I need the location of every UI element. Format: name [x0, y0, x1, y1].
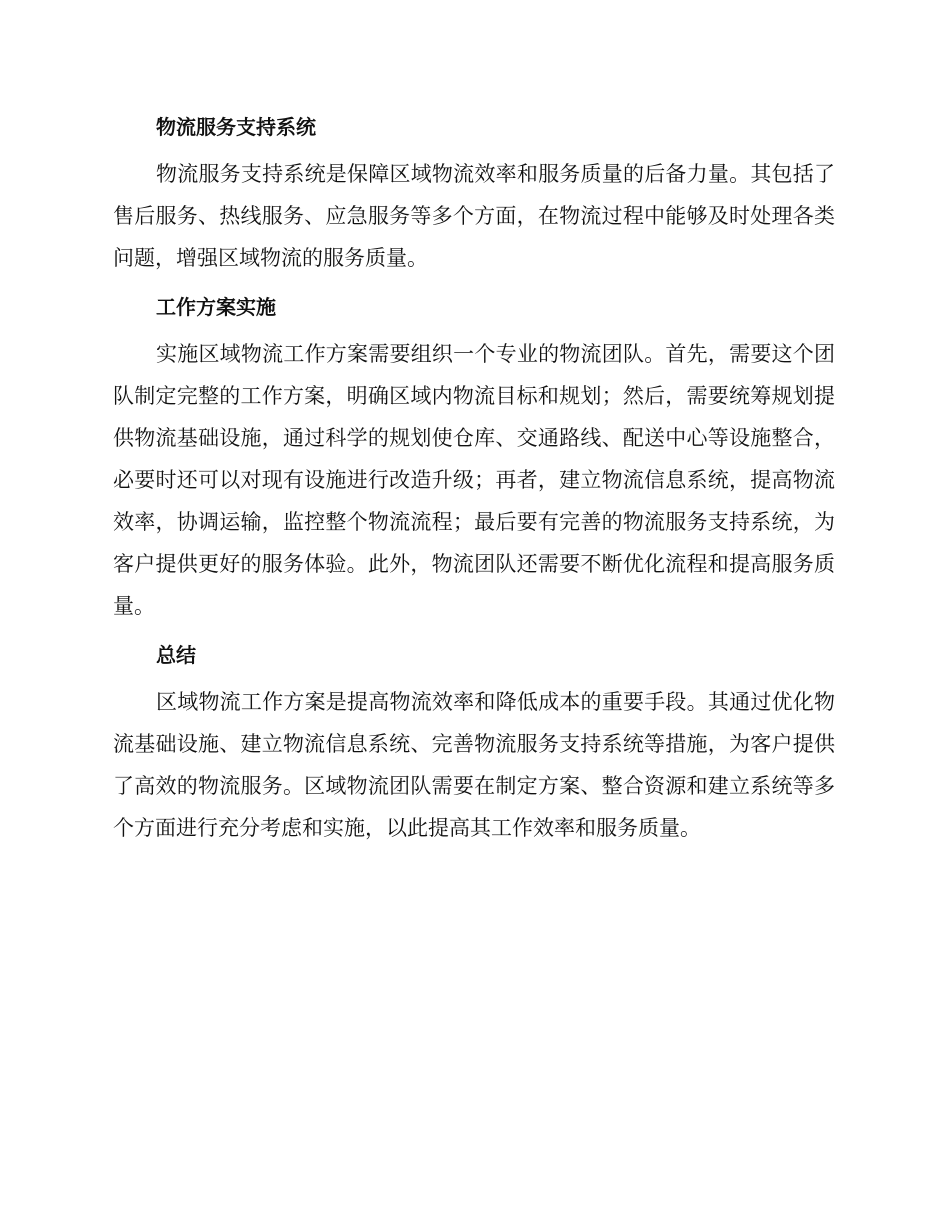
document-body — [113, 108, 835, 849]
section-heading: 工作方案实施 — [156, 295, 276, 319]
section-paragraph: 实施区域物流工作方案需要组织一个专业的物流团队。首先，需要这个团队制定完整的工作方案，明确区域内物流目标和规划；然后，需要统筹规划提供物流基础设施，通过科学的规划使仓库、交通路线、配送中心等设施整合，必要时还可以对现有设施进行改造升级；再者，建立物流信息系统，提高物流效率，协调运输，监控整个物流流程；最后要有完善的物流服务支持系统，为客户提供更好的服务体验。此外，物流团队还需要不断优化流程和提高服务质量。 — [113, 342, 835, 618]
section-paragraph: 物流服务支持系统是保障区域物流效率和服务质量的后备力量。其包括了售后服务、热线服务、应急服务等多个方面，在物流过程中能够及时处理各类问题，增强区域物流的服务质量。 — [113, 162, 835, 270]
section-heading: 总结 — [156, 643, 196, 667]
section-summary — [113, 636, 835, 849]
section-heading: 物流服务支持系统 — [156, 115, 316, 139]
section-paragraph: 区域物流工作方案是提高物流效率和降低成本的重要手段。其通过优化物流基础设施、建立物流信息系统、完善物流服务支持系统等措施，为客户提供了高效的物流服务。区域物流团队需要在制定方案、整合资源和建立系统等多个方面进行充分考虑和实施，以此提高其工作效率和服务质量。 — [113, 690, 835, 840]
section-implementation — [113, 288, 835, 627]
section-service-support — [113, 108, 835, 279]
